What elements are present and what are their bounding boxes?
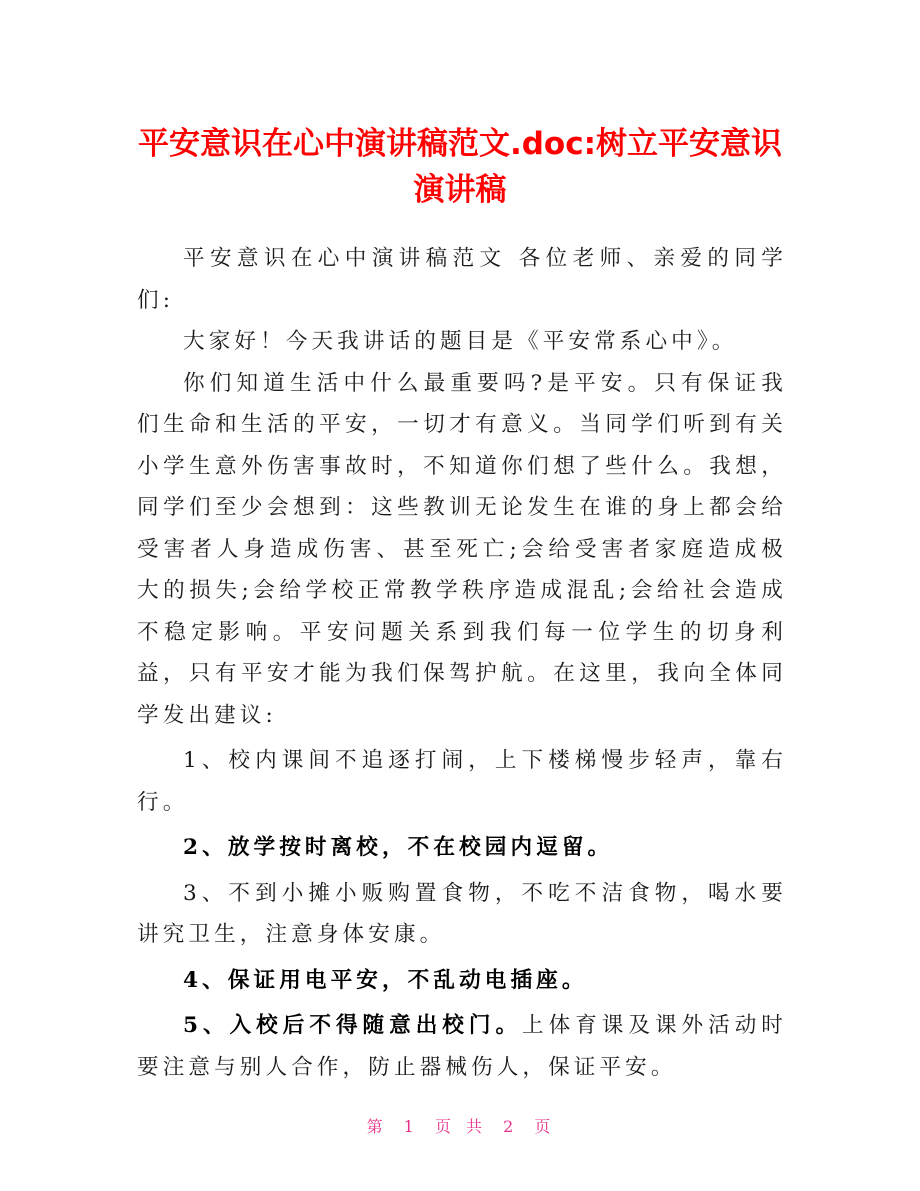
list-item-1 (137, 740, 787, 823)
list-item-5-bold: 5、入校后不得随意出校门。 (183, 1013, 523, 1038)
list-item-5-text: 上体育课及课外活动时要注意与别人合作，防止器械伤人，保证平安。 (137, 1013, 787, 1080)
list-item-4 (137, 960, 787, 1002)
list-item-4-bold: 4、保证用电平安，不乱动电插座。 (183, 967, 588, 993)
footer-suffix: 页 (534, 1117, 554, 1136)
list-item-5 (137, 1005, 787, 1088)
list-item-2-bold: 2、放学按时离校，不在校园内逗留。 (183, 835, 614, 860)
footer-mid: 页 共 (434, 1117, 486, 1136)
footer-total-pages: 2 (503, 1117, 517, 1136)
list-item-3 (137, 873, 787, 956)
paragraph-main: 你们知道生活中什么最重要吗?是平安。只有保证我们生命和生活的平安，一切才有意义。当同学们听到有关小学生意外伤害事故时，不知道你们想了些什么。我想，同学们至少会想到：这些教训无论发生在谁的身上都会给受害者人身造成伤害、甚至死亡;会给受害者家庭造成极大的损失;会给学校正常教学秩序造成混乱;会给社会造成不稳定影响。平安问题关系到我们每一位学生的切身利益，只有平安才能为我们保驾护航。在这里，我向全体同学发出建议: (137, 370, 787, 728)
title-line-1: 平安意识在心中演讲稿范文.doc:树立平安意识 (137, 126, 783, 162)
document-title (120, 121, 800, 213)
footer-current-page: 1 (403, 1117, 417, 1136)
list-item-3-text: 3、不到小摊小贩购置食物，不吃不洁食物，喝水要讲究卫生，注意身体安康。 (137, 880, 787, 947)
document-body (137, 238, 787, 1088)
page-footer (0, 1114, 920, 1137)
footer-prefix: 第 (366, 1117, 386, 1136)
paragraph-intro: 大家好！今天我讲话的题目是《平安常系心中》。 (183, 329, 738, 354)
list-item-2 (137, 827, 787, 869)
list-item-1-text: 1、校内课间不追逐打闹，上下楼梯慢步轻声，靠右行。 (137, 748, 787, 815)
title-line-2: 演讲稿 (413, 172, 507, 208)
paragraph-greeting: 平安意识在心中演讲稿范文 各位老师、亲爱的同学们: (137, 246, 787, 313)
